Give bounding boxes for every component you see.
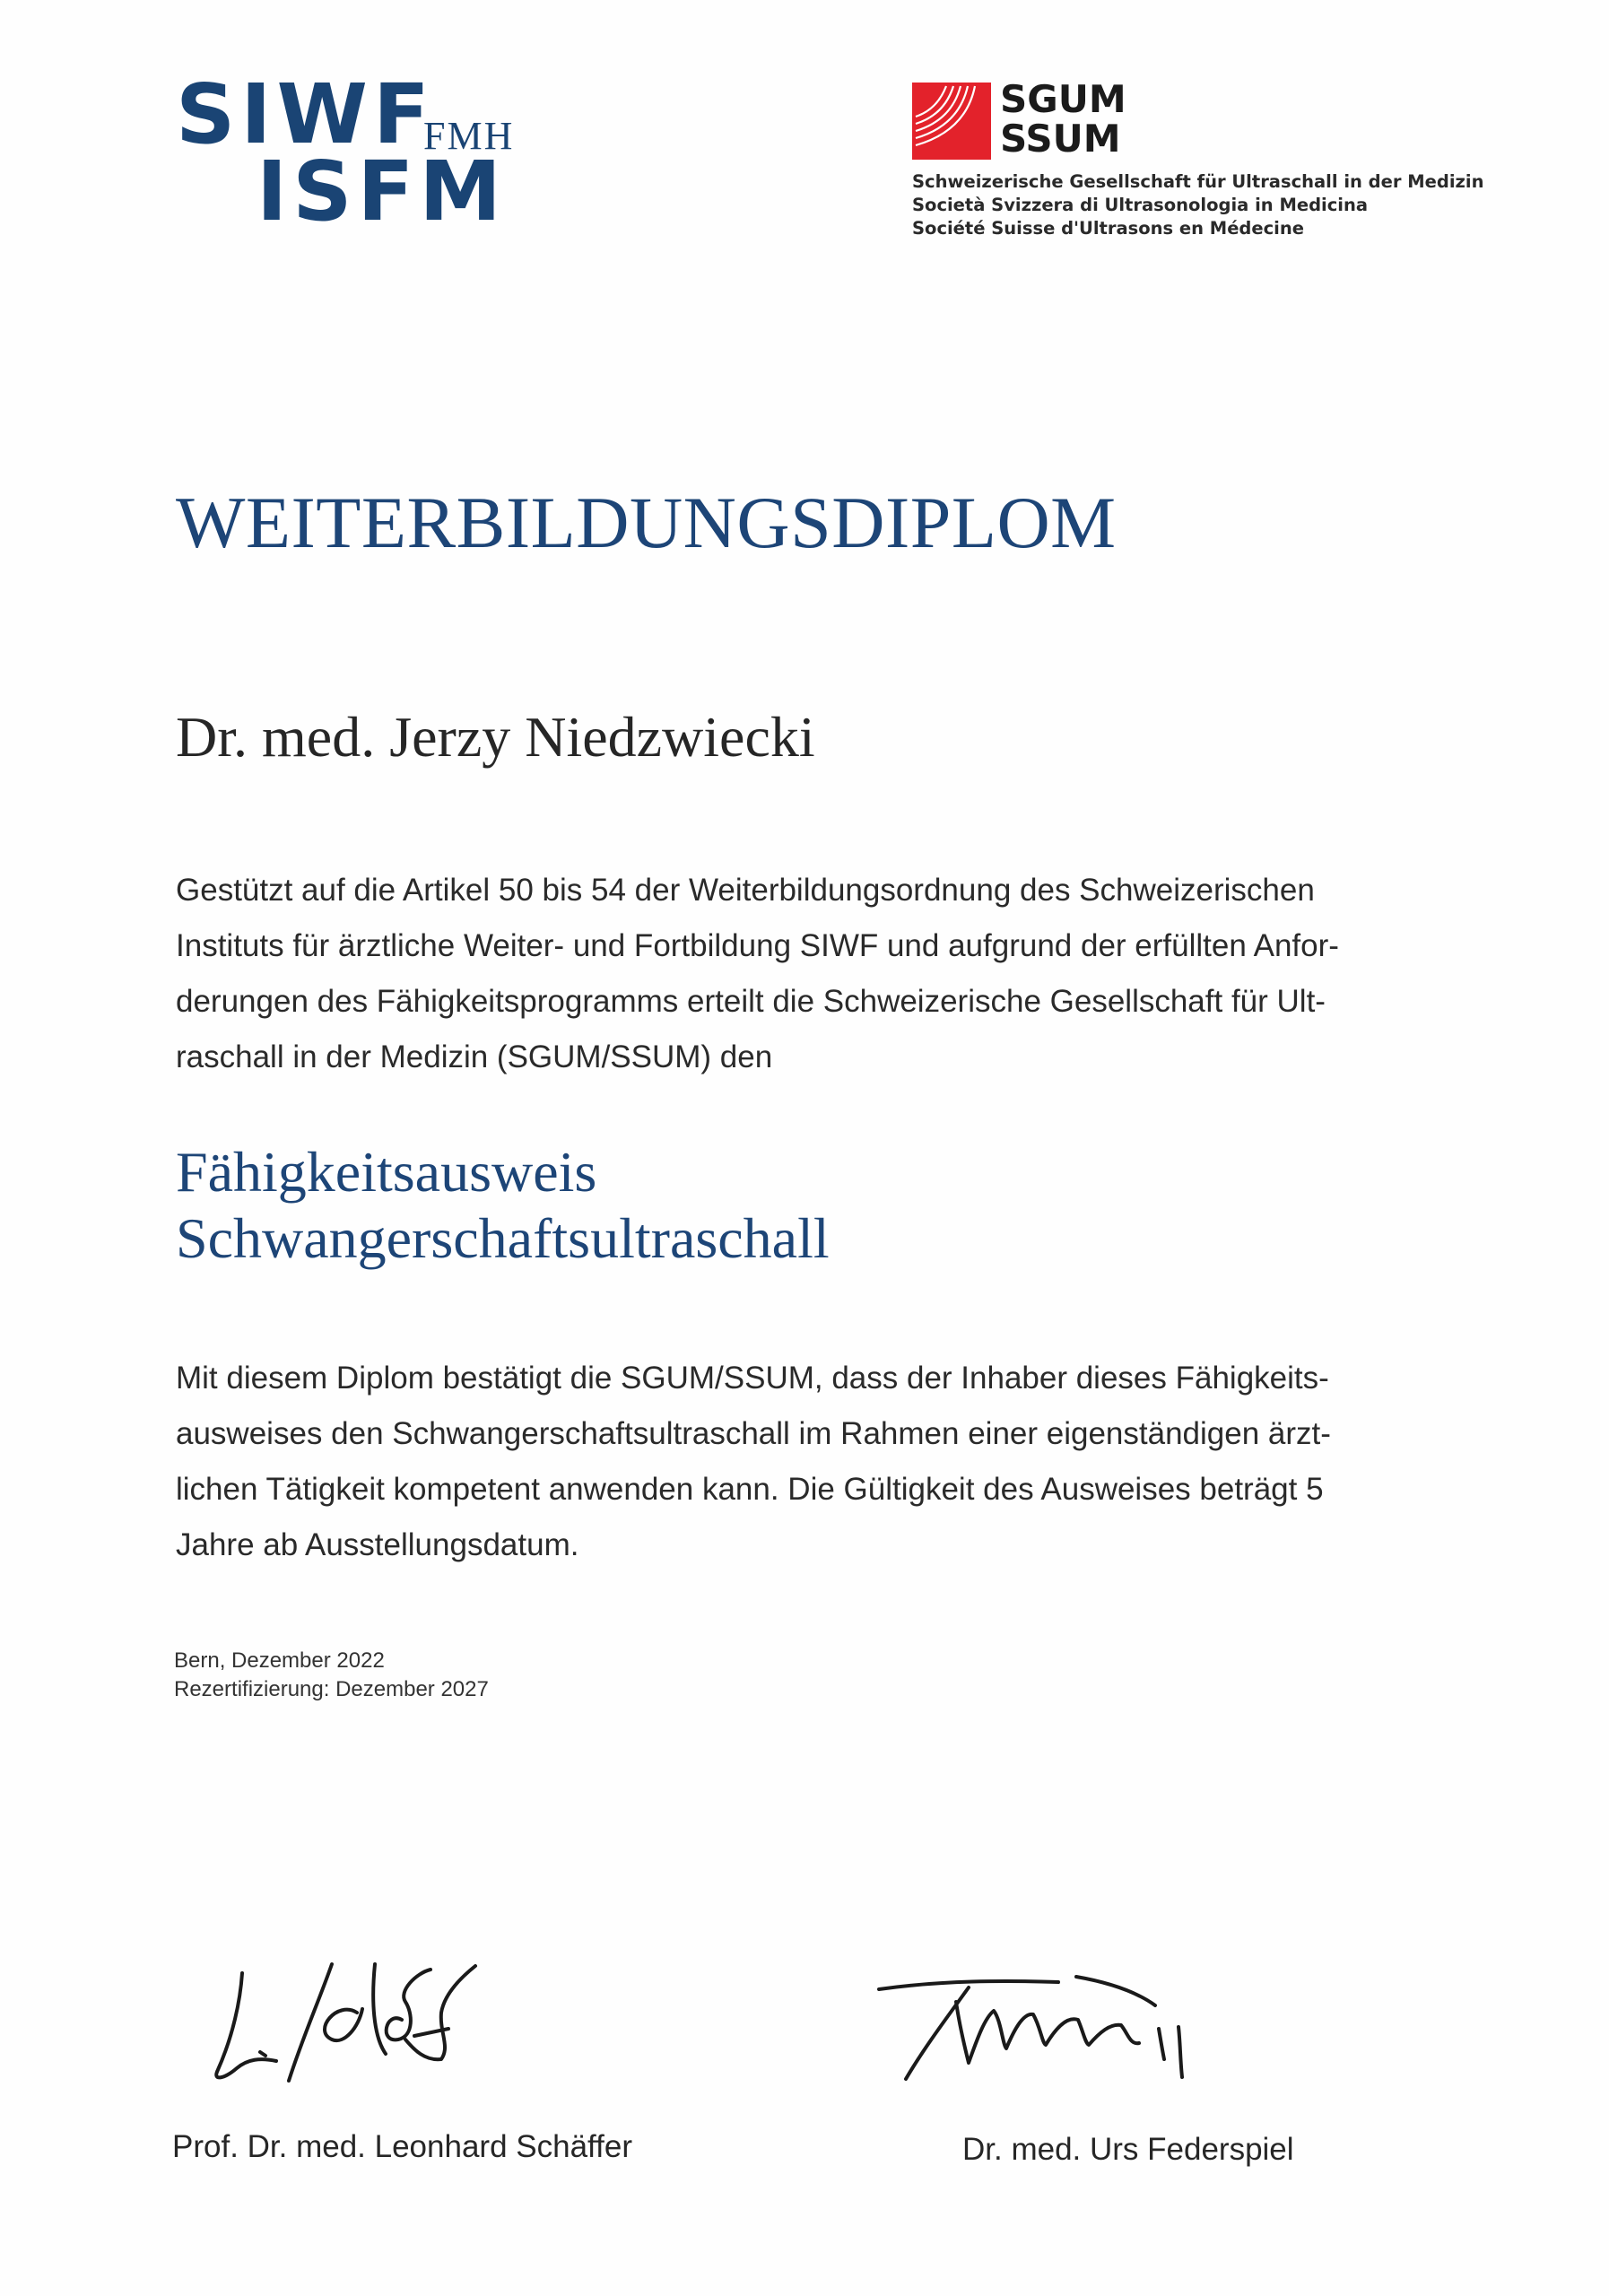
signer-left-name: Prof. Dr. med. Leonhard Schäffer <box>172 2129 632 2164</box>
issue-place-date: Bern, Dezember 2022 <box>174 1648 385 1673</box>
intro-line: derungen des Fähigkeitsprogramms erteilt die Schweizerische Gesellschaft für Ult- <box>176 984 1326 1019</box>
siwf-logo-fmh: FMH <box>423 114 515 158</box>
certificate-title-line: Fähigkeitsausweis <box>176 1140 597 1204</box>
siwf-logo <box>176 66 552 239</box>
page-title: WEITERBILDUNGSDIPLOM <box>176 482 1117 563</box>
statement-line: ausweises den Schwangerschaftsultraschall im Rahmen einer eigenständigen ärzt- <box>176 1416 1331 1451</box>
issue-info <box>174 1647 489 1704</box>
siwf-logo-line1: SIWF <box>176 66 435 162</box>
intro-line: Instituts für ärztliche Weiter- und Fortbildung SIWF und aufgrund der erfüllten Anfor- <box>176 928 1339 963</box>
recertification-date: Rezertifizierung: Dezember 2027 <box>174 1677 489 1701</box>
sgum-subtitle-fr: Société Suisse d'Ultrasons en Médecine <box>912 218 1304 239</box>
certificate-title <box>176 1139 830 1272</box>
sgum-subtitle-de: Schweizerische Gesellschaft für Ultraschall in der Medizin <box>912 171 1484 192</box>
certificate-title-line: Schwangerschaftsultraschall <box>176 1206 830 1270</box>
ssum-name: SSUM <box>1000 117 1121 161</box>
statement-line: lichen Tätigkeit kompetent anwenden kann. Die Gültigkeit des Ausweises beträgt 5 <box>176 1472 1324 1507</box>
holder-name: Dr. med. Jerzy Niedzwiecki <box>176 705 815 769</box>
signature-left <box>206 1946 493 2090</box>
siwf-logo-line2: ISFM <box>257 144 507 239</box>
signature-right <box>870 1955 1202 2090</box>
statement-line: Mit diesem Diplom bestätigt die SGUM/SSUM, dass der Inhaber dieses Fähigkeits- <box>176 1361 1329 1396</box>
sgum-subtitle-it: Società Svizzera di Ultrasonologia in Medicina <box>912 195 1369 215</box>
intro-line: raschall in der Medizin (SGUM/SSUM) den <box>176 1039 773 1074</box>
statement-line: Jahre ab Ausstellungsdatum. <box>176 1527 579 1562</box>
signer-right-name: Dr. med. Urs Federspiel <box>962 2132 1294 2167</box>
sgum-name: SGUM <box>1000 77 1126 121</box>
intro-line: Gestützt auf die Artikel 50 bis 54 der Weiterbildungsordnung des Schweizerischen <box>176 873 1315 908</box>
intro-paragraph <box>176 863 1449 1085</box>
sgum-ultrasound-mark-icon <box>912 83 991 160</box>
sgum-logo <box>912 77 1486 253</box>
statement-paragraph <box>176 1351 1449 1573</box>
